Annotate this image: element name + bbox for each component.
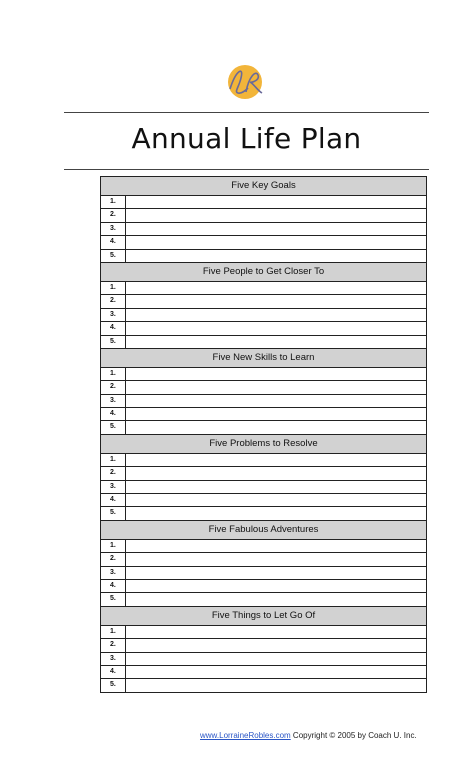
bottom-divider xyxy=(64,169,429,170)
row-number: 1. xyxy=(101,282,126,294)
entry-field[interactable] xyxy=(126,540,426,552)
entry-field[interactable] xyxy=(126,282,426,294)
plan-row xyxy=(101,553,426,566)
plan-section xyxy=(100,434,427,520)
copyright-text: Copyright © 2005 by Coach U. Inc. xyxy=(290,731,417,740)
plan-row xyxy=(101,593,426,605)
plan-row xyxy=(101,540,426,553)
row-number: 5. xyxy=(101,593,126,605)
row-number: 5. xyxy=(101,507,126,519)
row-number: 4. xyxy=(101,666,126,678)
plan-sections xyxy=(100,176,427,693)
plan-section xyxy=(100,176,427,262)
entry-field[interactable] xyxy=(126,626,426,638)
plan-row xyxy=(101,209,426,222)
row-number: 5. xyxy=(101,250,126,262)
row-number: 4. xyxy=(101,408,126,420)
plan-row xyxy=(101,336,426,348)
entry-field[interactable] xyxy=(126,322,426,334)
plan-row xyxy=(101,295,426,308)
plan-row xyxy=(101,494,426,507)
plan-row xyxy=(101,309,426,322)
entry-field[interactable] xyxy=(126,454,426,466)
plan-row xyxy=(101,626,426,639)
plan-row xyxy=(101,421,426,433)
row-number: 5. xyxy=(101,421,126,433)
entry-field[interactable] xyxy=(126,639,426,651)
row-number: 2. xyxy=(101,381,126,393)
entry-field[interactable] xyxy=(126,666,426,678)
plan-row xyxy=(101,322,426,335)
plan-row xyxy=(101,567,426,580)
row-number: 2. xyxy=(101,295,126,307)
plan-row xyxy=(101,679,426,691)
entry-field[interactable] xyxy=(126,408,426,420)
entry-field[interactable] xyxy=(126,236,426,248)
plan-row xyxy=(101,282,426,295)
entry-field[interactable] xyxy=(126,653,426,665)
website-link[interactable]: www.LorraineRobles.com xyxy=(200,731,291,740)
section-heading: Five Things to Let Go Of xyxy=(101,607,426,626)
entry-field[interactable] xyxy=(126,593,426,605)
entry-field[interactable] xyxy=(126,580,426,592)
plan-section xyxy=(100,262,427,348)
plan-row xyxy=(101,507,426,519)
top-divider xyxy=(64,112,429,113)
entry-field[interactable] xyxy=(126,421,426,433)
page-title: Annual Life Plan xyxy=(131,122,362,155)
row-number: 3. xyxy=(101,395,126,407)
plan-row xyxy=(101,481,426,494)
row-number: 1. xyxy=(101,368,126,380)
entry-field[interactable] xyxy=(126,368,426,380)
plan-row xyxy=(101,639,426,652)
entry-field[interactable] xyxy=(126,381,426,393)
entry-field[interactable] xyxy=(126,553,426,565)
lr-monogram-icon xyxy=(222,62,268,102)
entry-field[interactable] xyxy=(126,395,426,407)
row-number: 2. xyxy=(101,553,126,565)
section-heading: Five Key Goals xyxy=(101,177,426,196)
entry-field[interactable] xyxy=(126,481,426,493)
plan-row xyxy=(101,666,426,679)
row-number: 3. xyxy=(101,567,126,579)
entry-field[interactable] xyxy=(126,679,426,691)
row-number: 3. xyxy=(101,653,126,665)
plan-row xyxy=(101,653,426,666)
row-number: 2. xyxy=(101,467,126,479)
entry-field[interactable] xyxy=(126,567,426,579)
plan-row xyxy=(101,395,426,408)
section-heading: Five Problems to Resolve xyxy=(101,435,426,454)
entry-field[interactable] xyxy=(126,507,426,519)
plan-row xyxy=(101,368,426,381)
row-number: 4. xyxy=(101,580,126,592)
entry-field[interactable] xyxy=(126,295,426,307)
svg-text:LR: LR xyxy=(244,86,246,87)
row-number: 5. xyxy=(101,336,126,348)
entry-field[interactable] xyxy=(126,336,426,348)
plan-row xyxy=(101,454,426,467)
entry-field[interactable] xyxy=(126,494,426,506)
entry-field[interactable] xyxy=(126,309,426,321)
row-number: 3. xyxy=(101,223,126,235)
row-number: 4. xyxy=(101,322,126,334)
section-heading: Five People to Get Closer To xyxy=(101,263,426,282)
row-number: 4. xyxy=(101,494,126,506)
plan-row xyxy=(101,250,426,262)
row-number: 4. xyxy=(101,236,126,248)
entry-field[interactable] xyxy=(126,250,426,262)
plan-row xyxy=(101,236,426,249)
footer xyxy=(200,731,440,740)
plan-section xyxy=(100,520,427,606)
section-heading: Five New Skills to Learn xyxy=(101,349,426,368)
plan-row xyxy=(101,408,426,421)
entry-field[interactable] xyxy=(126,467,426,479)
plan-row xyxy=(101,467,426,480)
plan-row xyxy=(101,196,426,209)
plan-row xyxy=(101,580,426,593)
entry-field[interactable] xyxy=(126,209,426,221)
row-number: 5. xyxy=(101,679,126,691)
row-number: 3. xyxy=(101,309,126,321)
section-heading: Five Fabulous Adventures xyxy=(101,521,426,540)
plan-section xyxy=(100,348,427,434)
plan-row xyxy=(101,223,426,236)
row-number: 3. xyxy=(101,481,126,493)
row-number: 1. xyxy=(101,626,126,638)
entry-field[interactable] xyxy=(126,223,426,235)
entry-field[interactable] xyxy=(126,196,426,208)
plan-row xyxy=(101,381,426,394)
row-number: 2. xyxy=(101,209,126,221)
logo xyxy=(222,62,268,102)
plan-section xyxy=(100,606,427,693)
row-number: 1. xyxy=(101,196,126,208)
row-number: 2. xyxy=(101,639,126,651)
row-number: 1. xyxy=(101,454,126,466)
row-number: 1. xyxy=(101,540,126,552)
